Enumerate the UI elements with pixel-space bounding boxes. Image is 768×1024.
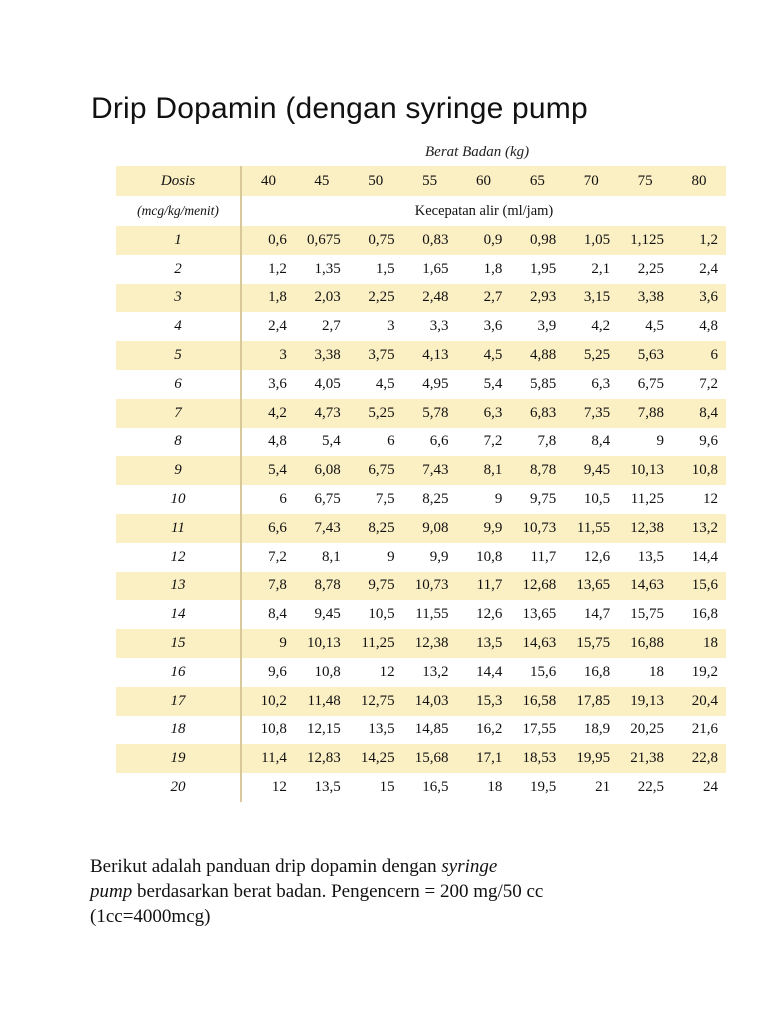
rate-cell: 15,68 [403, 744, 457, 773]
rate-cell: 4,88 [510, 341, 564, 370]
rate-cell: 3,6 [672, 284, 726, 313]
rate-cell: 13,5 [457, 629, 511, 658]
rate-cell: 12,15 [295, 716, 349, 745]
rate-cell: 12,6 [457, 600, 511, 629]
rate-cell: 7,8 [241, 572, 295, 601]
rate-cell: 19,13 [618, 687, 672, 716]
rate-cell: 15 [349, 773, 403, 802]
rate-cell: 10,73 [510, 514, 564, 543]
rate-cell: 14,4 [457, 658, 511, 687]
rate-cell: 13,2 [672, 514, 726, 543]
table-row [116, 456, 726, 485]
rate-cell: 17,85 [564, 687, 618, 716]
table-row [116, 428, 726, 457]
rate-cell: 9 [618, 428, 672, 457]
rate-cell: 4,13 [403, 341, 457, 370]
rate-cell: 9,6 [241, 658, 295, 687]
table-row [116, 370, 726, 399]
rate-cell: 14,63 [618, 572, 672, 601]
rate-cell: 1,125 [618, 226, 672, 255]
weight-header: 45 [295, 166, 349, 196]
rate-cell: 13,2 [403, 658, 457, 687]
dose-cell: 5 [116, 341, 241, 370]
rate-cell: 9 [241, 629, 295, 658]
rate-cell: 18 [457, 773, 511, 802]
rate-cell: 24 [672, 773, 726, 802]
weight-header: 50 [349, 166, 403, 196]
table-row [116, 543, 726, 572]
rate-cell: 2,7 [457, 284, 511, 313]
rate-cell: 11,48 [295, 687, 349, 716]
rate-cell: 12,68 [510, 572, 564, 601]
table-subheader-row [116, 196, 726, 226]
table-header-row [116, 166, 726, 196]
rate-cell: 4,5 [618, 312, 672, 341]
rate-cell: 16,5 [403, 773, 457, 802]
table-row [116, 226, 726, 255]
rate-cell: 19,95 [564, 744, 618, 773]
rate-cell: 6,08 [295, 456, 349, 485]
weight-header: 70 [564, 166, 618, 196]
table-row [116, 514, 726, 543]
rate-cell: 3,15 [564, 284, 618, 313]
rate-cell: 7,2 [672, 370, 726, 399]
dose-cell: 11 [116, 514, 241, 543]
rate-cell: 4,73 [295, 399, 349, 428]
dose-cell: 13 [116, 572, 241, 601]
rate-cell: 19,5 [510, 773, 564, 802]
rate-cell: 13,5 [295, 773, 349, 802]
rate-cell: 6 [349, 428, 403, 457]
rate-cell: 10,8 [457, 543, 511, 572]
rate-cell: 4,5 [457, 341, 511, 370]
rate-cell: 15,75 [618, 600, 672, 629]
dose-cell: 18 [116, 716, 241, 745]
rate-cell: 16,8 [564, 658, 618, 687]
table-row [116, 255, 726, 284]
rate-cell: 9 [457, 485, 511, 514]
table-row [116, 773, 726, 802]
table-row [116, 284, 726, 313]
rate-cell: 10,8 [672, 456, 726, 485]
rate-cell: 6,6 [241, 514, 295, 543]
rate-cell: 6,75 [295, 485, 349, 514]
rate-cell: 4,95 [403, 370, 457, 399]
dose-cell: 7 [116, 399, 241, 428]
table-row [116, 485, 726, 514]
rate-cell: 5,4 [457, 370, 511, 399]
rate-cell: 18 [618, 658, 672, 687]
rate-cell: 3 [349, 312, 403, 341]
dosage-table-container [116, 138, 726, 802]
rate-cell: 12,38 [403, 629, 457, 658]
rate-cell: 11,25 [349, 629, 403, 658]
weight-header: 40 [241, 166, 295, 196]
rate-cell: 1,8 [241, 284, 295, 313]
rate-cell: 5,25 [349, 399, 403, 428]
rate-cell: 15,3 [457, 687, 511, 716]
rate-cell: 7,5 [349, 485, 403, 514]
dose-cell: 16 [116, 658, 241, 687]
rate-cell: 9,45 [295, 600, 349, 629]
description-emphasis: pump [90, 881, 133, 902]
rate-cell: 3,38 [618, 284, 672, 313]
dose-unit: (mcg/kg/menit) [116, 196, 241, 226]
rate-cell: 1,95 [510, 255, 564, 284]
rate-cell: 11,4 [241, 744, 295, 773]
rate-cell: 3,9 [510, 312, 564, 341]
rate-cell: 14,63 [510, 629, 564, 658]
rate-cell: 7,35 [564, 399, 618, 428]
rate-cell: 8,78 [295, 572, 349, 601]
rate-cell: 16,88 [618, 629, 672, 658]
dose-cell: 8 [116, 428, 241, 457]
rate-cell: 1,65 [403, 255, 457, 284]
rate-cell: 8,1 [457, 456, 511, 485]
rate-cell: 8,4 [241, 600, 295, 629]
rate-cell: 9,9 [403, 543, 457, 572]
rate-cell: 10,5 [564, 485, 618, 514]
rate-cell: 7,2 [457, 428, 511, 457]
rate-cell: 21,6 [672, 716, 726, 745]
rate-cell: 11,25 [618, 485, 672, 514]
rate-cell: 5,63 [618, 341, 672, 370]
rate-cell: 1,35 [295, 255, 349, 284]
rate-cell: 8,25 [403, 485, 457, 514]
rate-cell: 9,75 [510, 485, 564, 514]
rate-cell: 0,75 [349, 226, 403, 255]
description-note: (1cc=4000mcg) [90, 906, 211, 927]
rate-cell: 8,4 [672, 399, 726, 428]
table-row [116, 716, 726, 745]
rate-cell: 15,6 [672, 572, 726, 601]
rate-cell: 12 [672, 485, 726, 514]
rate-cell: 1,5 [349, 255, 403, 284]
rate-cell: 21 [564, 773, 618, 802]
weight-header: 60 [457, 166, 511, 196]
dose-cell: 3 [116, 284, 241, 313]
rate-cell: 10,8 [241, 716, 295, 745]
rate-cell: 8,25 [349, 514, 403, 543]
table-row [116, 399, 726, 428]
rate-cell: 5,78 [403, 399, 457, 428]
rate-cell: 7,43 [295, 514, 349, 543]
rate-cell: 2,1 [564, 255, 618, 284]
rate-cell: 16,8 [672, 600, 726, 629]
rate-cell: 3,6 [457, 312, 511, 341]
rate-cell: 14,4 [672, 543, 726, 572]
rate-cell: 18,9 [564, 716, 618, 745]
rate-cell: 7,8 [510, 428, 564, 457]
rate-cell: 9,08 [403, 514, 457, 543]
rate-cell: 11,7 [510, 543, 564, 572]
rate-cell: 2,93 [510, 284, 564, 313]
description-text: Berikut adalah panduan drip dopamin dengan [90, 856, 442, 877]
rate-cell: 9,75 [349, 572, 403, 601]
table-row [116, 572, 726, 601]
weight-header: 65 [510, 166, 564, 196]
dose-cell: 2 [116, 255, 241, 284]
rate-cell: 1,2 [241, 255, 295, 284]
rate-cell: 5,85 [510, 370, 564, 399]
rate-cell: 2,25 [618, 255, 672, 284]
rate-cell: 19,2 [672, 658, 726, 687]
rate-cell: 14,85 [403, 716, 457, 745]
rate-cell: 18 [672, 629, 726, 658]
rate-cell: 10,13 [618, 456, 672, 485]
description-emphasis: syringe [441, 856, 498, 877]
rate-cell: 0,9 [457, 226, 511, 255]
rate-cell: 15,75 [564, 629, 618, 658]
dose-header: Dosis [116, 166, 241, 196]
dose-cell: 10 [116, 485, 241, 514]
rate-cell: 1,8 [457, 255, 511, 284]
rate-cell: 10,2 [241, 687, 295, 716]
rate-cell: 4,2 [241, 399, 295, 428]
rate-cell: 12,6 [564, 543, 618, 572]
rate-cell: 12,38 [618, 514, 672, 543]
rate-cell: 6,6 [403, 428, 457, 457]
rate-cell: 4,05 [295, 370, 349, 399]
rate-cell: 4,8 [672, 312, 726, 341]
dose-cell: 12 [116, 543, 241, 572]
rate-cell: 12,75 [349, 687, 403, 716]
dose-cell: 6 [116, 370, 241, 399]
rate-cell: 6,3 [457, 399, 511, 428]
rate-cell: 20,25 [618, 716, 672, 745]
rate-cell: 11,7 [457, 572, 511, 601]
rate-cell: 7,88 [618, 399, 672, 428]
rate-cell: 3,38 [295, 341, 349, 370]
rate-cell: 11,55 [564, 514, 618, 543]
weight-header: 55 [403, 166, 457, 196]
rate-cell: 2,4 [241, 312, 295, 341]
rate-cell: 3,75 [349, 341, 403, 370]
rate-cell: 3,6 [241, 370, 295, 399]
rate-cell: 8,4 [564, 428, 618, 457]
rate-cell: 6,83 [510, 399, 564, 428]
table-row [116, 600, 726, 629]
rate-cell: 10,13 [295, 629, 349, 658]
rate-cell: 10,73 [403, 572, 457, 601]
rate-cell: 6,3 [564, 370, 618, 399]
rate-cell: 8,78 [510, 456, 564, 485]
rate-cell: 5,25 [564, 341, 618, 370]
rate-cell: 16,58 [510, 687, 564, 716]
rate-cell: 3 [241, 341, 295, 370]
rate-cell: 7,2 [241, 543, 295, 572]
rate-cell: 13,5 [349, 716, 403, 745]
rate-cell: 0,6 [241, 226, 295, 255]
rate-cell: 15,6 [510, 658, 564, 687]
description-text: berdasarkan berat badan. Pengencern = 200 mg/50 cc [132, 881, 544, 902]
rate-cell: 5,4 [295, 428, 349, 457]
rate-cell: 12 [241, 773, 295, 802]
table-caption: Berat Badan (kg) [425, 144, 530, 160]
rate-cell: 2,4 [672, 255, 726, 284]
rate-cell: 2,48 [403, 284, 457, 313]
table-row [116, 744, 726, 773]
rate-cell: 10,8 [295, 658, 349, 687]
rate-cell: 14,25 [349, 744, 403, 773]
dose-cell: 19 [116, 744, 241, 773]
rate-cell: 13,65 [510, 600, 564, 629]
rate-cell: 4,2 [564, 312, 618, 341]
rate-cell: 4,8 [241, 428, 295, 457]
table-row [116, 658, 726, 687]
table-row [116, 629, 726, 658]
table-row [116, 312, 726, 341]
rate-cell: 9,9 [457, 514, 511, 543]
rate-cell: 22,5 [618, 773, 672, 802]
rate-cell: 9 [349, 543, 403, 572]
dosage-table [116, 166, 726, 802]
dose-cell: 17 [116, 687, 241, 716]
dose-cell: 14 [116, 600, 241, 629]
rate-cell: 0,98 [510, 226, 564, 255]
rate-cell: 0,83 [403, 226, 457, 255]
dose-cell: 1 [116, 226, 241, 255]
dose-cell: 9 [116, 456, 241, 485]
rate-cell: 17,55 [510, 716, 564, 745]
table-row [116, 341, 726, 370]
rate-cell: 18,53 [510, 744, 564, 773]
dose-cell: 15 [116, 629, 241, 658]
rate-cell: 2,03 [295, 284, 349, 313]
rate-cell: 16,2 [457, 716, 511, 745]
rate-cell: 20,4 [672, 687, 726, 716]
rate-cell: 4,5 [349, 370, 403, 399]
rate-cell: 6 [672, 341, 726, 370]
rate-cell: 9,6 [672, 428, 726, 457]
rate-cell: 11,55 [403, 600, 457, 629]
rate-cell: 6 [241, 485, 295, 514]
dose-cell: 4 [116, 312, 241, 341]
weight-header: 80 [672, 166, 726, 196]
rate-label: Kecepatan alir (ml/jam) [241, 196, 726, 226]
rate-cell: 21,38 [618, 744, 672, 773]
table-row [116, 687, 726, 716]
rate-cell: 22,8 [672, 744, 726, 773]
rate-cell: 1,2 [672, 226, 726, 255]
rate-cell: 14,03 [403, 687, 457, 716]
weight-header: 75 [618, 166, 672, 196]
rate-cell: 7,43 [403, 456, 457, 485]
rate-cell: 3,3 [403, 312, 457, 341]
page-title: Drip Dopamin (dengan syringe pump [91, 92, 588, 125]
rate-cell: 2,7 [295, 312, 349, 341]
rate-cell: 0,675 [295, 226, 349, 255]
rate-cell: 14,7 [564, 600, 618, 629]
rate-cell: 12 [349, 658, 403, 687]
rate-cell: 6,75 [618, 370, 672, 399]
rate-cell: 12,83 [295, 744, 349, 773]
rate-cell: 9,45 [564, 456, 618, 485]
rate-cell: 2,25 [349, 284, 403, 313]
rate-cell: 5,4 [241, 456, 295, 485]
rate-cell: 10,5 [349, 600, 403, 629]
rate-cell: 17,1 [457, 744, 511, 773]
rate-cell: 6,75 [349, 456, 403, 485]
rate-cell: 1,05 [564, 226, 618, 255]
description-paragraph [90, 854, 690, 929]
dose-cell: 20 [116, 773, 241, 802]
rate-cell: 8,1 [295, 543, 349, 572]
rate-cell: 13,5 [618, 543, 672, 572]
rate-cell: 13,65 [564, 572, 618, 601]
